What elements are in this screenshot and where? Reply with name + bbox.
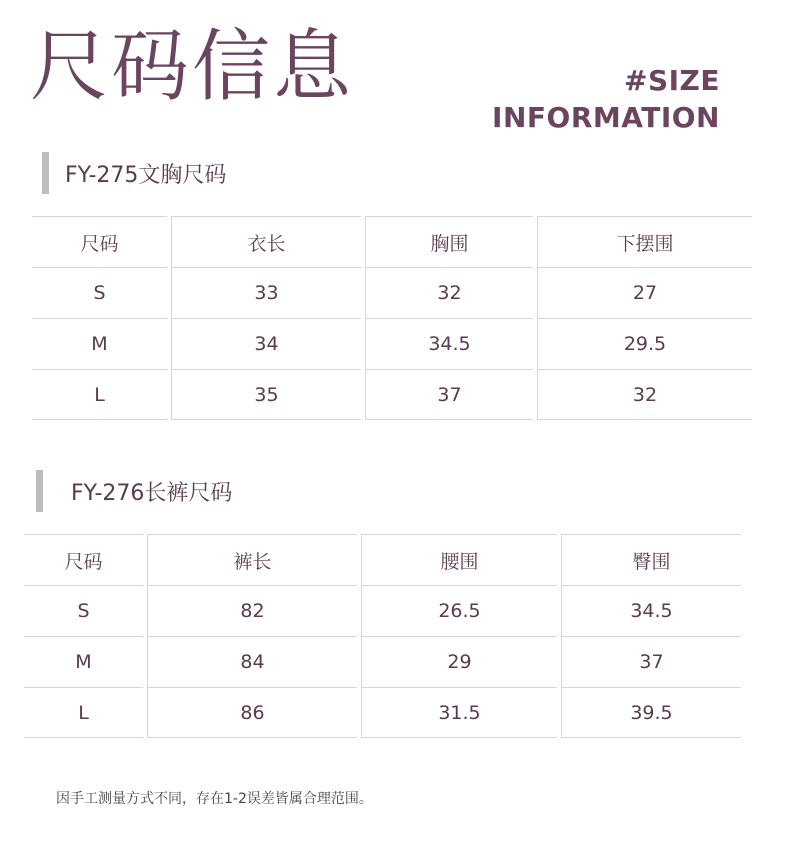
size-cell: L — [24, 687, 143, 738]
table-row — [24, 636, 745, 687]
table-row — [32, 267, 756, 318]
size-cell: M — [24, 636, 143, 687]
header-cell: 尺码 — [32, 216, 167, 267]
size-cell: M — [32, 318, 167, 369]
value-cell: 86 — [147, 687, 357, 738]
size-cell: L — [32, 369, 167, 420]
value-cell: 26.5 — [361, 585, 557, 636]
header-cell: 下摆围 — [537, 216, 752, 267]
table-header-row — [32, 216, 756, 267]
table-header-row — [24, 534, 745, 585]
size-en-line2: INFORMATION — [492, 101, 720, 134]
value-cell: 37 — [365, 369, 533, 420]
size-cell: S — [24, 585, 143, 636]
page-title: 尺码信息 — [30, 22, 355, 112]
value-cell: 84 — [147, 636, 357, 687]
header-cell: 臀围 — [561, 534, 741, 585]
table-row — [32, 318, 756, 369]
value-cell: 34 — [171, 318, 361, 369]
bra-section-heading — [42, 152, 226, 194]
pants-size-table — [24, 534, 745, 738]
pants-heading-text: FY-276长裤尺码 — [71, 480, 233, 506]
value-cell: 34.5 — [365, 318, 533, 369]
table-row — [32, 369, 756, 420]
value-cell: 35 — [171, 369, 361, 420]
value-cell: 27 — [537, 267, 752, 318]
value-cell: 82 — [147, 585, 357, 636]
measurement-note: 因手工测量方式不同，存在1-2误差皆属合理范围。 — [56, 791, 373, 807]
header-cell: 衣长 — [171, 216, 361, 267]
section-bar — [36, 470, 43, 512]
value-cell: 39.5 — [561, 687, 741, 738]
header-cell: 胸围 — [365, 216, 533, 267]
header-cell: 裤长 — [147, 534, 357, 585]
value-cell: 31.5 — [361, 687, 557, 738]
size-cell: S — [32, 267, 167, 318]
table-row — [24, 687, 745, 738]
table-row — [24, 585, 745, 636]
value-cell: 32 — [537, 369, 752, 420]
pants-section-heading — [36, 470, 232, 512]
size-en-line1: #SIZE — [624, 64, 720, 97]
bra-size-table — [32, 216, 756, 420]
header-cell: 腰围 — [361, 534, 557, 585]
value-cell: 29.5 — [537, 318, 752, 369]
section-bar — [42, 152, 49, 194]
value-cell: 29 — [361, 636, 557, 687]
value-cell: 33 — [171, 267, 361, 318]
value-cell: 37 — [561, 636, 741, 687]
bra-heading-text: FY-275文胸尺码 — [65, 162, 227, 188]
header-cell: 尺码 — [24, 534, 143, 585]
size-information-en — [492, 62, 720, 136]
value-cell: 34.5 — [561, 585, 741, 636]
value-cell: 32 — [365, 267, 533, 318]
